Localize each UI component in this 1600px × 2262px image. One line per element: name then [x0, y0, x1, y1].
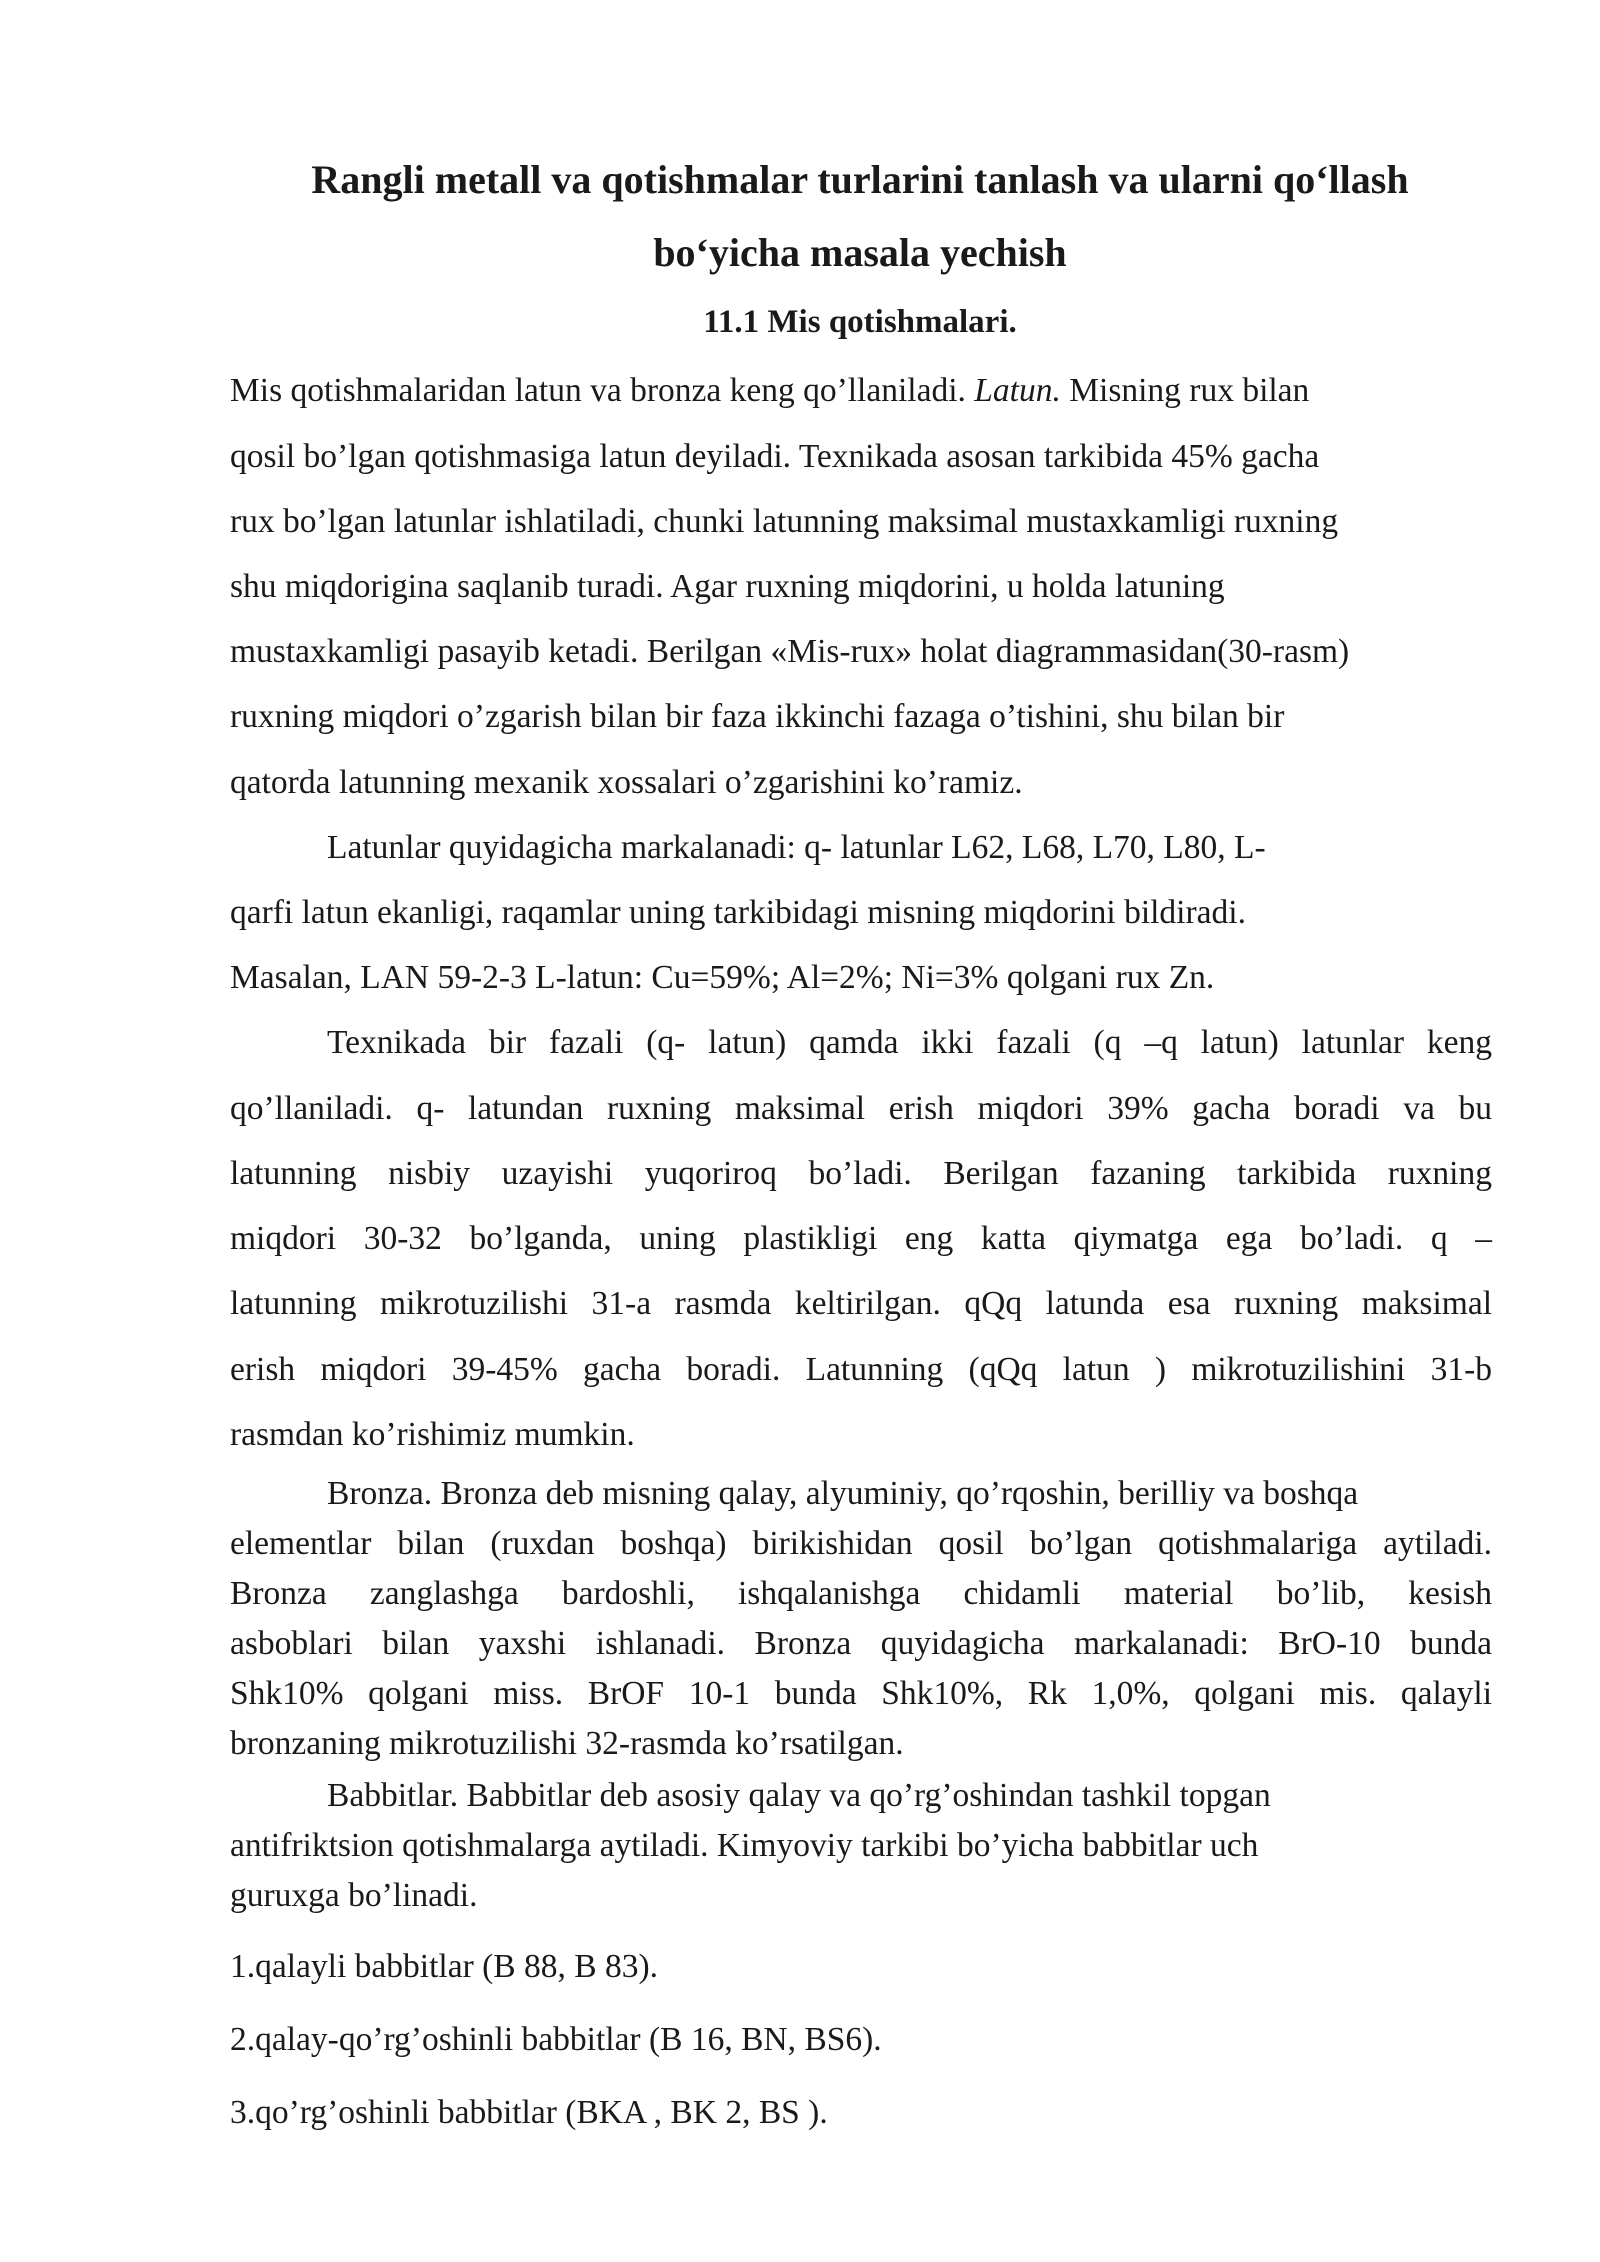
paragraph-1-line: qosil bo’lgan qotishmasiga latun deyiladi. Texnikada asosan tarkibida 45% gacha [230, 438, 1320, 475]
paragraph-1-text: Mis qotishmalaridan latun va bronza keng qo’llaniladi. [230, 372, 975, 409]
paragraph-2-line: Latunlar quyidagicha markalanadi: q- latunlar L62, L68, L70, L80, L- [327, 829, 1266, 866]
paragraph-1-line: ruxning miqdori o’zgarish bilan bir faza ikkinchi fazaga o’tishini, shu bilan bir [230, 698, 1285, 735]
paragraph-3-line: qo’llaniladi. q- latundan ruxning maksimal erish miqdori 39% gacha boradi va bu [230, 1090, 1492, 1127]
paragraph-1-text: Misning rux bilan [1060, 372, 1310, 409]
paragraph-4-line: Bronza zanglashga bardoshli, ishqalanishga chidamli material bo’lib, kesish [230, 1575, 1492, 1612]
list-item: 3.qo’rg’oshinli babbitlar (BKA , BK 2, BS ). [230, 2094, 828, 2131]
paragraph-1-line: qatorda latunning mexanik xossalari o’zgarishini ko’ramiz. [230, 764, 1023, 801]
list-item: 2.qalay-qo’rg’oshinli babbitlar (B 16, BN, BS6). [230, 2021, 882, 2058]
paragraph-5-line: antifriktsion qotishmalarga aytiladi. Kimyoviy tarkibi bo’yicha babbitlar uch [230, 1827, 1259, 1864]
paragraph-4-line: bronzaning mikrotuzilishi 32-rasmda ko’rsatilgan. [230, 1725, 904, 1762]
list-item: 1.qalayli babbitlar (B 88, B 83). [230, 1948, 658, 1985]
section-heading: 11.1 Mis qotishmalari. [703, 304, 1017, 340]
paragraph-5-line: Babbitlar. Babbitlar deb asosiy qalay va qo’rg’oshindan tashkil topgan [327, 1777, 1271, 1814]
paragraph-4-line: Shk10% qolgani miss. BrOF 10-1 bunda Shk10%, Rk 1,0%, qolgani mis. qalayli [230, 1675, 1492, 1712]
paragraph-3-line: latunning mikrotuzilishi 31-a rasmda keltirilgan. qQq latunda esa ruxning maksimal [230, 1285, 1492, 1322]
latun-term: Latun. [974, 372, 1061, 409]
paragraph-3-line: Texnikada bir fazali (q- latun) qamda ikki fazali (q –q latun) latunlar keng [327, 1024, 1492, 1061]
document-title-line-2: bo‘yicha masala yechish [653, 230, 1067, 275]
paragraph-3-line: rasmdan ko’rishimiz mumkin. [230, 1416, 635, 1453]
paragraph-3-line: erish miqdori 39-45% gacha boradi. Latunning (qQq latun ) mikrotuzilishini 31-b [230, 1351, 1492, 1388]
document-title-line-1: Rangli metall va qotishmalar turlarini tanlash va ularni qo‘llash [311, 157, 1409, 202]
paragraph-1-line [230, 374, 1309, 408]
paragraph-2-line: qarfi latun ekanligi, raqamlar uning tarkibidagi misning miqdorini bildiradi. [230, 894, 1246, 931]
paragraph-1-line: mustaxkamligi pasayib ketadi. Berilgan «Mis-rux» holat diagrammasidan(30-rasm) [230, 633, 1350, 670]
paragraph-4-line: asboblari bilan yaxshi ishlanadi. Bronza quyidagicha markalanadi: BrO-10 bunda [230, 1625, 1492, 1662]
paragraph-1-line: shu miqdorigina saqlanib turadi. Agar ruxning miqdorini, u holda latuning [230, 568, 1225, 605]
paragraph-2-line: Masalan, LAN 59-2-3 L-latun: Cu=59%; Al=2%; Ni=3% qolgani rux Zn. [230, 959, 1215, 996]
paragraph-5-line: guruxga bo’linadi. [230, 1877, 478, 1914]
paragraph-4-line: Bronza. Bronza deb misning qalay, alyuminiy, qo’rqoshin, berilliy va boshqa [327, 1475, 1359, 1512]
paragraph-3-line: miqdori 30-32 bo’lganda, uning plastikligi eng katta qiymatga ega bo’ladi. q – [230, 1220, 1492, 1257]
paragraph-3-line: latunning nisbiy uzayishi yuqoriroq bo’ladi. Berilgan fazaning tarkibida ruxning [230, 1155, 1492, 1192]
paragraph-1-line: rux bo’lgan latunlar ishlatiladi, chunki latunning maksimal mustaxkamligi ruxning [230, 503, 1339, 540]
paragraph-4-line: elementlar bilan (ruxdan boshqa) birikishidan qosil bo’lgan qotishmalariga aytiladi. [230, 1525, 1492, 1562]
